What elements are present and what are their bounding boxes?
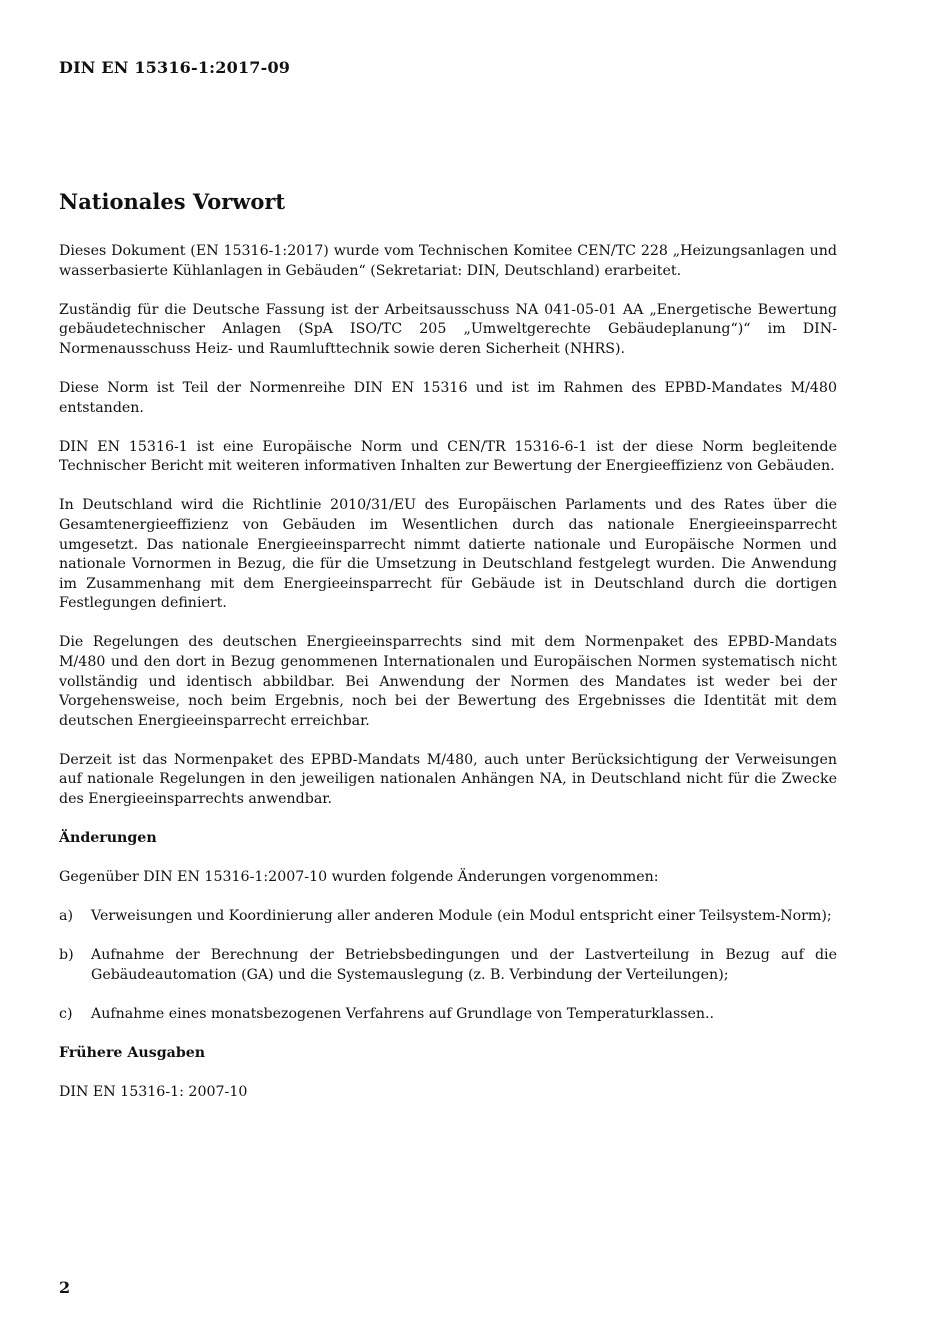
changes-heading: Änderungen: [59, 830, 157, 847]
page-content: [59, 186, 837, 1122]
page-number: 2: [59, 1278, 71, 1297]
list-item: [59, 907, 837, 927]
section-title: Nationales Vorwort: [59, 189, 286, 214]
previous-editions-text: DIN EN 15316-1: 2007-10: [59, 1084, 248, 1101]
paragraph: Diese Norm ist Teil der Normenreihe DIN EN 15316 und ist im Rahmen des EPBD-Mandates M/480 entstanden.: [59, 379, 837, 416]
list-item-text: Verweisungen und Koordinierung aller anderen Module (ein Modul entspricht einer Teilsystem-Norm);: [91, 908, 832, 925]
list-item-text: Aufnahme der Berechnung der Betriebsbedingungen und der Lastverteilung in Bezug auf die Gebäudeautomation (GA) und die Systemauslegung (z. B. Verbindung der Verteilungen);: [91, 947, 837, 984]
paragraph: In Deutschland wird die Richtlinie 2010/31/EU des Europäischen Parlaments und des Rates über die Gesamtenergieeffizienz von Gebäuden im Wesentlichen durch das nationale Energieeinsparrecht umgesetzt. Das nationale Energieeinsparrecht nimmt datierte nationale und Europäische Normen und nationale Vornormen in Bezug, die für die Umsetzung in Deutschland festgelegt wurden. Die Anwendung im Zusammenhang mit dem Energieeinsparrecht für Gebäude ist in Deutschland durch die dortigen Festlegungen definiert.: [59, 497, 837, 612]
list-marker: c): [59, 1006, 73, 1023]
paragraph: Zuständig für die Deutsche Fassung ist der Arbeitsausschuss NA 041-05-01 AA „Energetische Bewertung gebäudetechnischer Anlagen (SpA ISO/TC 205 „Umweltgerechte Gebäudeplanung“)“ im DIN-Normenausschuss Heiz- und Raumlufttechnik sowie deren Sicherheit (NHRS).: [59, 301, 837, 357]
list-item-text: Aufnahme eines monatsbezogenen Verfahrens auf Grundlage von Temperaturklassen..: [91, 1006, 715, 1023]
paragraph: DIN EN 15316-1 ist eine Europäische Norm und CEN/TR 15316-6-1 ist der diese Norm begleitende Technischer Bericht mit weiteren informativen Inhalten zur Bewertung der Energieeffizienz von Gebäuden.: [59, 438, 837, 475]
paragraph: Dieses Dokument (EN 15316-1:2017) wurde vom Technischen Komitee CEN/TC 228 „Heizungsanlagen und wasserbasierte Kühlanlagen in Gebäuden“ (Sekretariat: DIN, Deutschland) erarbeitet.: [59, 243, 837, 279]
list-item: [59, 946, 837, 985]
document-id-header: DIN EN 15316-1:2017-09: [59, 58, 291, 77]
previous-editions-heading: Frühere Ausgaben: [59, 1045, 206, 1062]
paragraph: Derzeit ist das Normenpaket des EPBD-Mandats M/480, auch unter Berücksichtigung der Verweisungen auf nationale Regelungen in den jeweiligen nationalen Anhängen NA, in Deutschland nicht für die Zwecke des Energieeinsparrechts anwendbar.: [59, 751, 837, 808]
list-item: [59, 1005, 837, 1025]
paragraph: Die Regelungen des deutschen Energieeinsparrechts sind mit dem Normenpaket des EPBD-Mandats M/480 und den dort in Bezug genommenen Internationalen und Europäischen Normen systematisch nicht vollständig und identisch abbildbar. Bei Anwendung der Normen des Mandates ist weder bei der Vorgehensweise, noch beim Ergebnis, noch bei der Bewertung des Ergebnisses die Identität mit dem deutschen Energieeinsparrecht erreichbar.: [59, 634, 837, 729]
changes-intro: Gegenüber DIN EN 15316-1:2007-10 wurden folgende Änderungen vorgenommen:: [59, 869, 659, 886]
list-marker: b): [59, 947, 74, 964]
list-marker: a): [59, 908, 73, 925]
